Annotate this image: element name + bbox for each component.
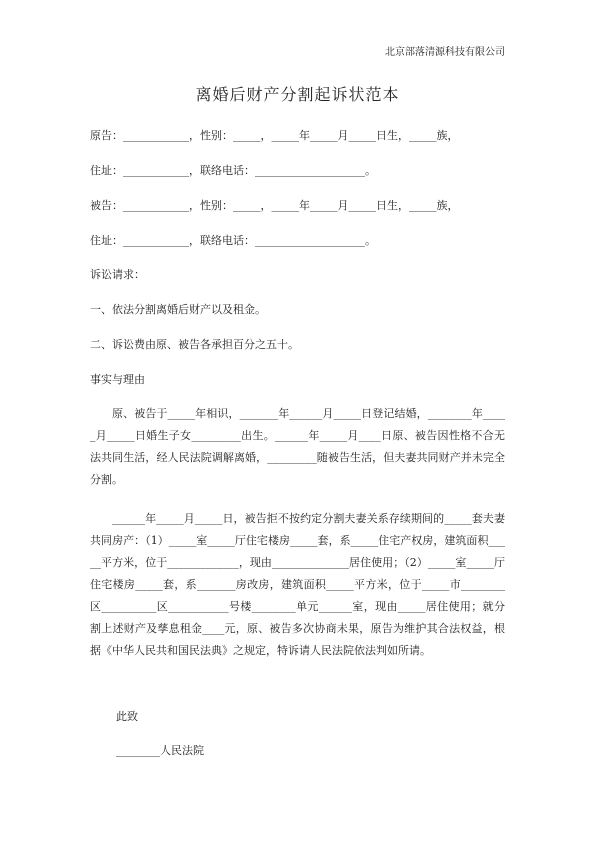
defendant-address-line: 住址：____________，联络电话：____________________。 xyxy=(90,234,376,247)
facts-heading: 事实与理由 xyxy=(90,373,145,386)
company-name: 北京部落清源科技有限公司 xyxy=(385,47,505,58)
closing-salutation: 此致 xyxy=(116,710,138,723)
plaintiff-address-line: 住址：____________，联络电话：____________________。 xyxy=(90,164,376,177)
court-name: ________人民法院 xyxy=(116,744,204,757)
claim-item-1: 一、依法分割离婚后财产以及租金。 xyxy=(90,303,266,316)
document-title: 离婚后财产分割起诉状范本 xyxy=(195,85,400,104)
facts-paragraph-1: 原、被告于_____年相识，_______年______月_____日登记结婚，________年_____月_____日婚生子女_________出生。______年_____月____日原、被告因性格不合无法共同生活，经人民法院调解离婚，_________随被告生活，但夫妻共同财产并未完全分割。 xyxy=(90,407,505,486)
defendant-line: 被告：____________，性别：_____，_____年_____月_____日生，_____族， xyxy=(90,199,459,212)
claim-item-2: 二、诉讼费由原、被告各承担百分之五十。 xyxy=(90,338,299,351)
claims-heading: 诉讼请求： xyxy=(90,268,145,281)
facts-paragraph-2: ______年_____月_____日，被告拒不按约定分割夫妻关系存续期间的_____套夫妻共同房产：（1）_____室_____厅住宅楼房_____套，系_____住宅产权房，建筑面积_____平方米，位于_____________，现由______________居住使用；（2）_____室_____厅住宅楼房_____套，系_______房改房，建筑面积_____平方米，位于_____市________区__________区___________号楼________单元______室，现由_____居住使用；就分割上述财产及孳息租金____元，原、被告多次协商未果，原告为维护其合法权益，根据《中华人民共和国民法典》之规定，特诉请人民法院依法判如所请。 xyxy=(90,512,505,657)
plaintiff-line: 原告：____________，性别：_____，_____年_____月_____日生，_____族， xyxy=(90,129,459,142)
